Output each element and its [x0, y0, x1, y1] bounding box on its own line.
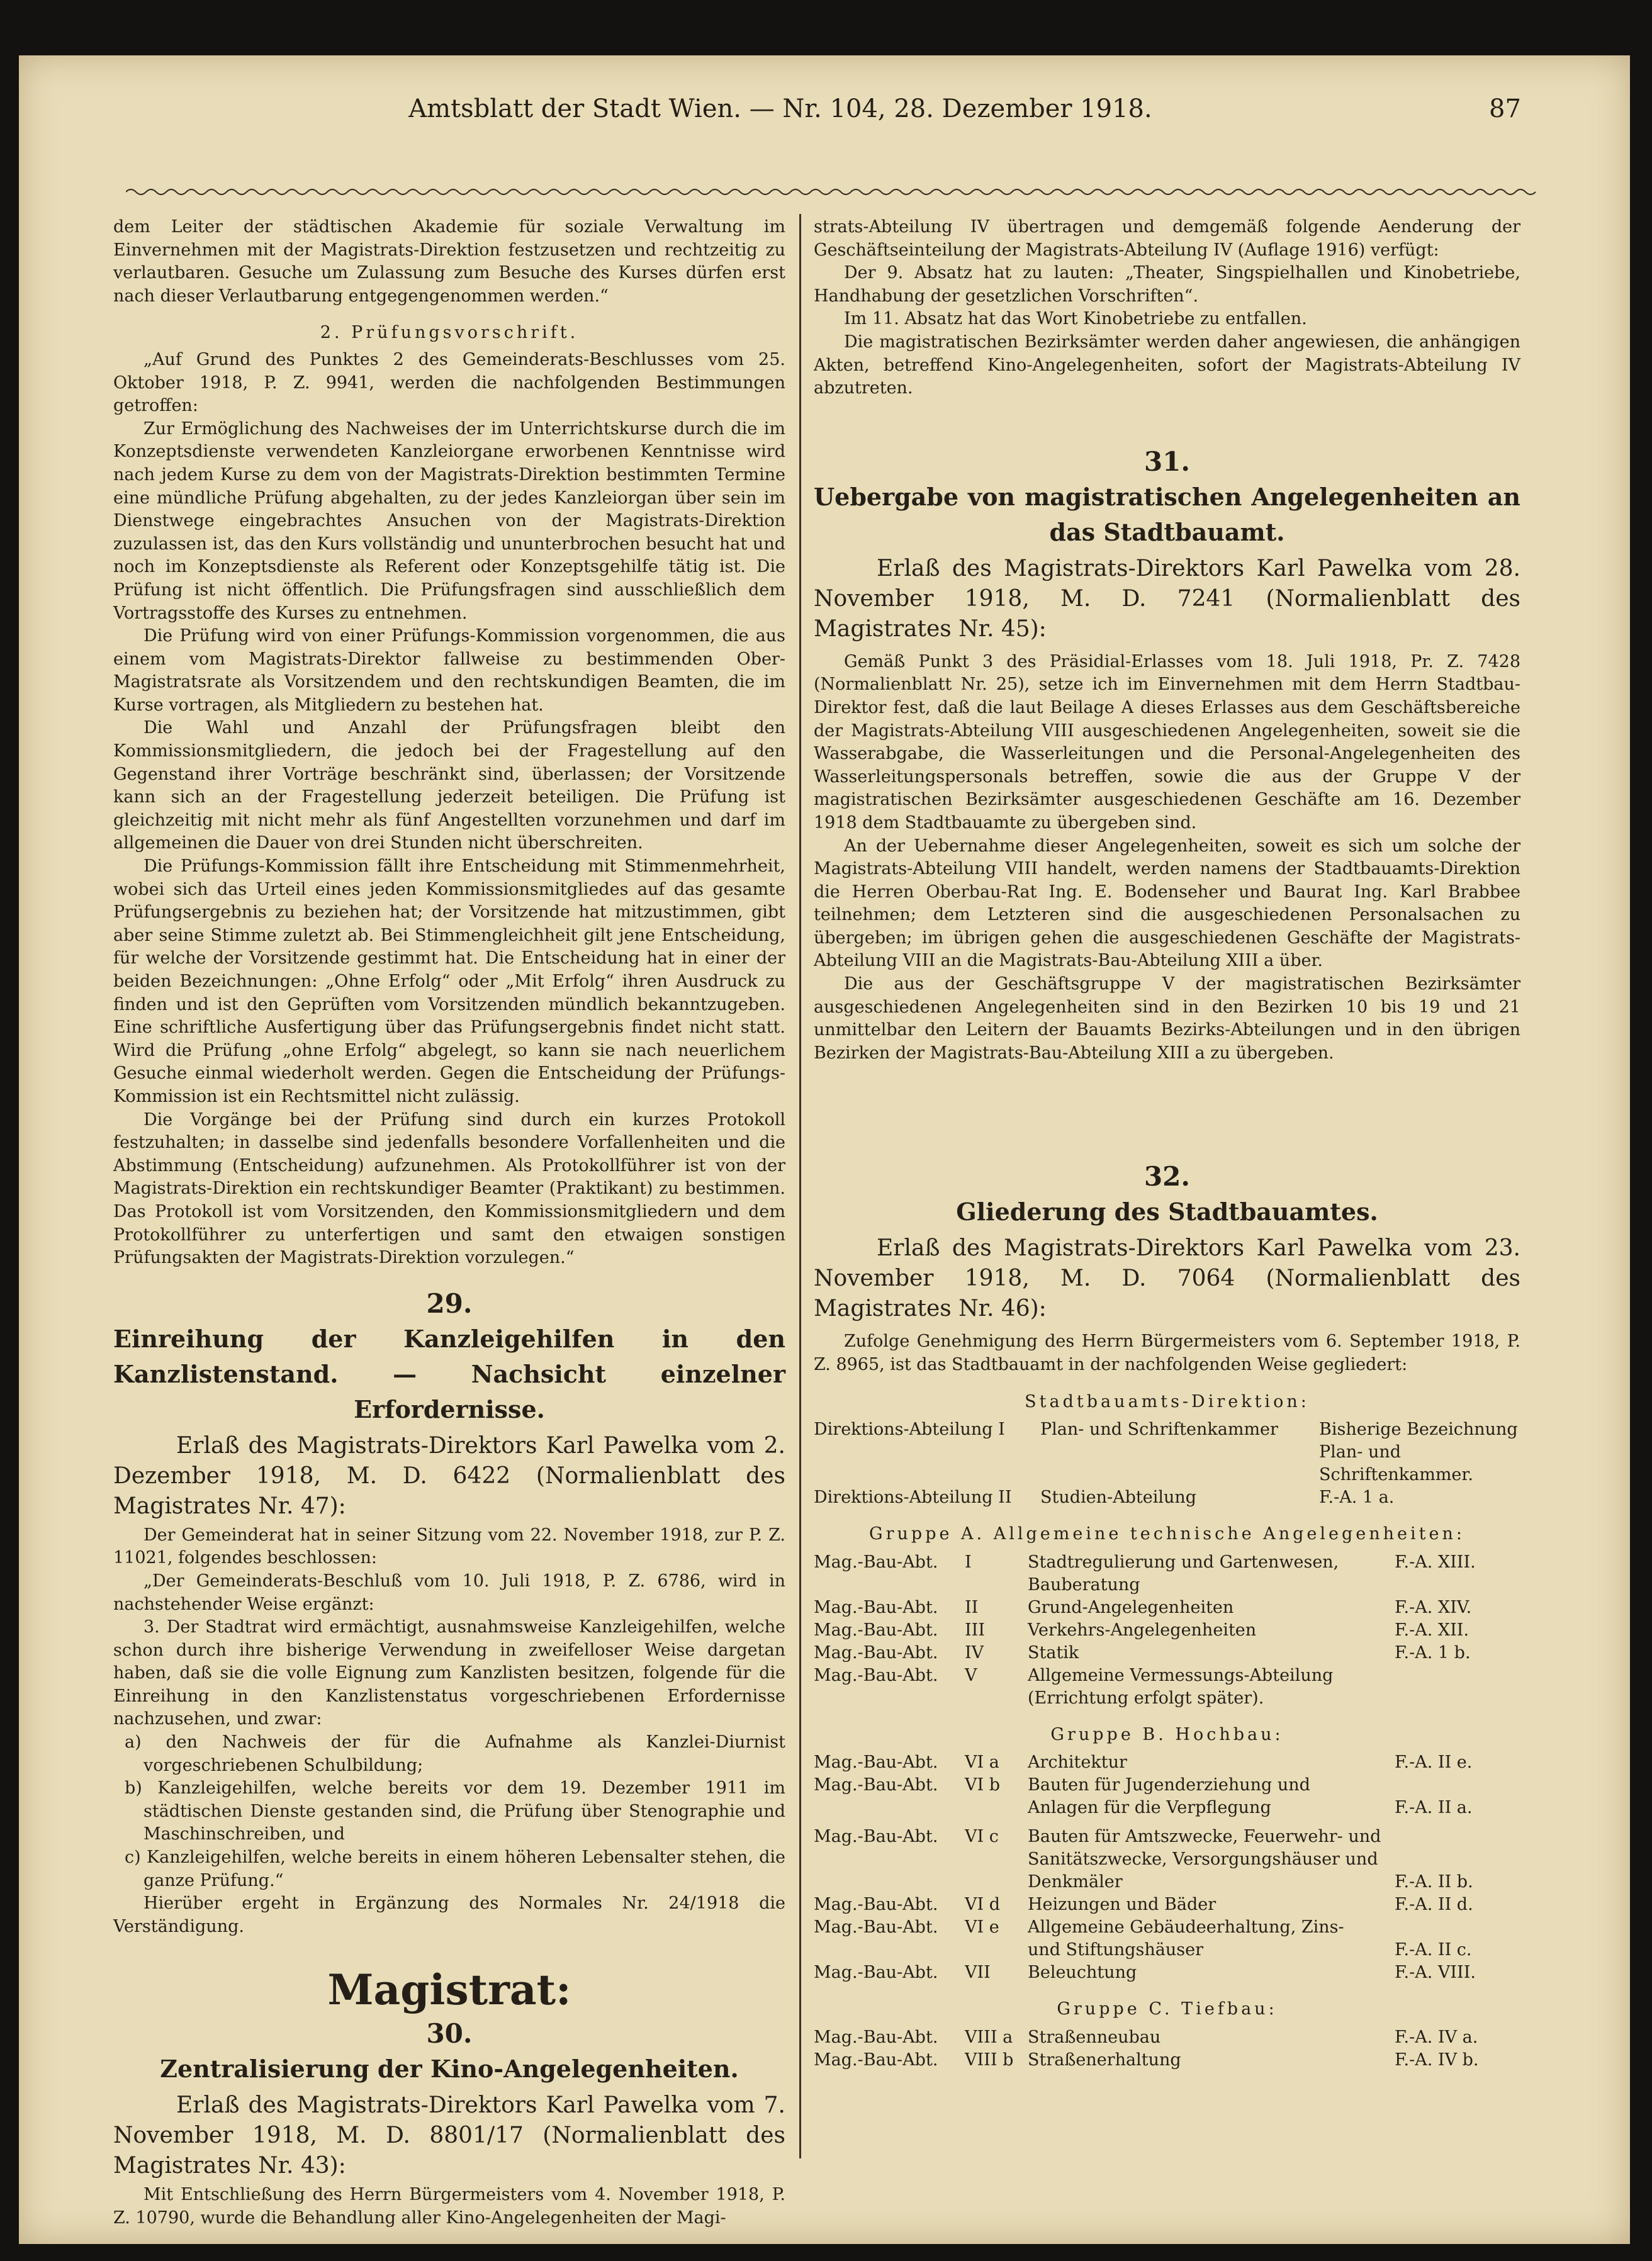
- paragraph: Die magistratischen Bezirksämter werden daher angewiesen, die anhängigen Akten, betreffend Kino-Angelegenheiten, sofort der Magistrats-Abteilung IV abzutreten.: [814, 332, 1520, 398]
- table-row: Mag.-Bau-Abt. VIII b Straßenerhaltung F.-A. IV b.: [814, 2050, 1479, 2070]
- paragraph: dem Leiter der städtischen Akademie für soziale Verwaltung im Einvernehmen mit der Magistrats-Direktion festzusetzen und rechtzeitig zu verlautbaren. Gesuche um Zulassung zum Besuche des Kurses dürfen erst nach dieser Verlautbarung entgegengenommen werden.“: [113, 217, 785, 306]
- decree-line: Erlaß des Magistrats-Direktors Karl Pawelka vom 28. November 1918, M. D. 7241 (Normalienblatt des Magistrates Nr. 45):: [814, 555, 1520, 642]
- table-row: Mag.-Bau-Abt. VI a Architektur F.-A. II e.: [814, 1753, 1473, 1773]
- decree-line: Erlaß des Magistrats-Direktors Karl Pawelka vom 23. November 1918, M. D. 7064 (Normalienblatt des Magistrates Nr. 46):: [814, 1235, 1520, 1322]
- section-number: 30.: [426, 2018, 473, 2050]
- section-number: 29.: [426, 1288, 473, 1319]
- ornamental-rule: [126, 186, 1539, 198]
- table-row: Mag.-Bau-Abt. VI e Allgemeine Gebäudeerhaltung, Zins- und Stiftungshäuser F.-A. II c.: [814, 1917, 1472, 1960]
- table-row: Mag.-Bau-Abt. VII Beleuchtung F.-A. VIII.: [814, 1963, 1476, 1983]
- section-title: Gliederung des Stadtbauamtes.: [956, 1198, 1378, 1226]
- list-item: c) Kanzleigehilfen, welche bereits in einem höheren Lebensalter stehen, die ganze Prüfung.“: [125, 1848, 785, 1890]
- running-head: Amtsblatt der Stadt Wien. — Nr. 104, 28. Dezember 1918.: [408, 94, 1152, 123]
- section-title: Zentralisierung der Kino-Angelegenheiten.: [160, 2055, 739, 2084]
- paragraph: Mit Entschließung des Herrn Bürgermeisters vom 4. November 1918, P. Z. 10790, wurde die Behandlung aller Kino-Angelegenheiten der Magi-: [113, 2185, 785, 2228]
- org-table-direktion: [814, 1418, 1520, 1509]
- table-row: Direktions-Abteilung I Plan- und Schriftenkammer Bisherige Bezeichnung Plan- und Schriftenkammer.: [814, 1420, 1518, 1485]
- table-row: Mag.-Bau-Abt. II Grund-Angelegenheiten F.-A. XIV.: [814, 1597, 1472, 1617]
- paragraph: Zufolge Genehmigung des Herrn Bürgermeisters vom 6. September 1918, P. Z. 8965, ist das Stadtbauamt in der nachfolgenden Weise gegliedert:: [814, 1332, 1520, 1375]
- table-row: Mag.-Bau-Abt. VI d Heizungen und Bäder F.-A. II d.: [814, 1895, 1473, 1915]
- paragraph: Die Wahl und Anzahl der Prüfungsfragen bleibt den Kommissionsmitgliedern, die jedoch bei der Fragestellung auf den Gegenstand ihrer Vorträge beschränkt sind, überlassen; der Vorsitzende kann sich an der Fragestellung jederzeit beteiligen. Die Prüfung ist gleichzeitig mit nicht mehr als fünf Angestellten vorzunehmen und darf im allgemeinen die Dauer von drei Stunden nicht überschreiten.: [113, 718, 785, 853]
- right-column: [814, 216, 1520, 2072]
- subheading: 2. Prüfungsvorschrift.: [320, 323, 579, 343]
- paragraph: Der 9. Absatz hat zu lauten: „Theater, Singspielhallen und Kinobetriebe, Handhabung der gesetzlichen Vorschriften“.: [814, 263, 1520, 306]
- section-number: 31.: [1143, 446, 1191, 477]
- table-row: Mag.-Bau-Abt. VIII a Straßenneubau F.-A. IV a.: [814, 2028, 1478, 2047]
- org-table-group-c: [814, 2026, 1520, 2072]
- paragraph: Hierüber ergeht in Ergänzung des Normales Nr. 24/1918 die Verständigung.: [113, 1894, 785, 1936]
- decree-line: Erlaß des Magistrats-Direktors Karl Pawelka vom 2. Dezember 1918, M. D. 6422 (Normalienblatt des Magistrates Nr. 47):: [113, 1432, 785, 1519]
- page-number: 87: [1489, 94, 1521, 123]
- section-number: 32.: [1143, 1161, 1191, 1192]
- section-title: Uebergabe von magistratischen Angelegenheiten an das Stadtbauamt.: [814, 482, 1520, 546]
- table-row: Mag.-Bau-Abt. IV Statik F.-A. 1 b.: [814, 1642, 1471, 1663]
- table-row: Mag.-Bau-Abt. I Stadtregulierung und Gartenwesen, Bauberatung F.-A. XIII.: [814, 1552, 1476, 1595]
- paragraph: An der Uebernahme dieser Angelegenheiten, soweit es sich um solche der Magistrats-Abteilung VIII handelt, werden namens der Stadtbauamts-Direktion die Herren Oberbau-Rat Ing. E. Bodenseher und Baurat Ing. Karl Brabbee teilnehmen; dem Letzteren sind die ausgeschiedenen Personalsachen zu übergeben; im übrigen gehen die ausgeschiedenen Geschäfte der Magistrats-Abteilung VIII an die Magistrats-Bau-Abteilung XIII a über.: [814, 836, 1520, 971]
- paragraph: Die aus der Geschäftsgruppe V der magistratischen Bezirksämter ausgeschiedenen Angelegenheiten sind in den Bezirken 10 bis 19 und 21 unmittelbar den Leitern der Bauamts Bezirks-Abteilungen und in den übrigen Bezirken der Magistrats-Bau-Abteilung XIII a zu übergeben.: [814, 974, 1520, 1063]
- column-rule: [799, 214, 801, 2158]
- list-item: b) Kanzleigehilfen, welche bereits vor dem 19. Dezember 1911 im städtischen Dienste gestanden sind, die Prüfung über Stenographie und Maschinschreiben, und: [125, 1778, 785, 1844]
- group-heading: Gruppe A. Allgemeine technische Angelegenheiten:: [869, 1524, 1465, 1544]
- section-title: Einreihung der Kanzleigehilfen in den Kanzlistenstand. — Nachsicht einzelner Erfordernisse.: [113, 1324, 785, 1423]
- magistrat-heading: Magistrat:: [327, 1965, 571, 2015]
- table-row: Mag.-Bau-Abt. VI c Bauten für Amtszwecke, Feuerwehr- und Sanitätszwecke, Versorgungshäuser und Denkmäler F.-A. II b.: [814, 1827, 1473, 1892]
- paragraph: „Auf Grund des Punktes 2 des Gemeinderats-Beschlusses vom 25. Oktober 1918, P. Z. 9941, werden die nachfolgenden Bestimmungen getroffen:: [113, 349, 785, 416]
- group-heading: Gruppe C. Tiefbau:: [1057, 1999, 1278, 2019]
- org-table-group-a: [814, 1551, 1520, 1710]
- paragraph: strats-Abteilung IV übertragen und demgemäß folgende Aenderung der Geschäftseinteilung der Magistrats-Abteilung IV (Auflage 1916) verfügt:: [814, 217, 1520, 260]
- paragraph: „Der Gemeinderats-Beschluß vom 10. Juli 1918, P. Z. 6786, wird in nachstehender Weise ergänzt:: [113, 1571, 785, 1614]
- paragraph: Die Vorgänge bei der Prüfung sind durch ein kurzes Protokoll festzuhalten; in dasselbe sind jedenfalls besondere Vorfallenheiten und die Abstimmung (Entscheidung) aufzunehmen. Als Protokollführer ist von der Magistrats-Direktion ein rechtskundiger Beamter (Praktikant) zu bestimmen. Das Protokoll ist vom Vorsitzenden, den Kommissionsmitgliedern und dem Protokollführer zu unterfertigen und samt den etwaigen sonstigen Prüfungsakten der Magistrats-Direktion vorzulegen.“: [113, 1109, 785, 1268]
- group-heading: Stadtbauamts-Direktion:: [1025, 1391, 1310, 1411]
- paragraph: Zur Ermöglichung des Nachweises der im Unterrichtskurse durch die im Konzeptsdienste verwendeten Kanzleiorgane erworbenen Kenntnisse wird nach jedem Kurse zu dem von der Magistrats-Direktion bestimmten Termine eine mündliche Prüfung abgehalten, zu der jedes Kanzleiorgan über sein im Dienstwege eingebrachtes Ansuchen von der Magistrats-Direktion zuzulassen ist, das den Kurs vollständig und ununterbrochen besucht hat und noch im Konzeptsdienste als Referent oder Konzeptsgehilfe tätig ist. Die Prüfung ist nicht öffentlich. Die Prüfungsfragen sind ausschließlich dem Vortragsstoffe des Kurses zu entnehmen.: [113, 418, 785, 623]
- left-column: [113, 216, 785, 2230]
- table-row: Mag.-Bau-Abt. V Allgemeine Vermessungs-Abteilung (Errichtung erfolgt später).: [814, 1665, 1334, 1708]
- paragraph: Im 11. Absatz hat das Wort Kinobetriebe zu entfallen.: [844, 309, 1307, 329]
- paragraph: Die Prüfung wird von einer Prüfungs-Kommission vorgenommen, die aus einem vom Magistrats-Direktor fallweise zu bestimmenden Ober-Magistratsrate als Vorsitzendem und den rechtskundigen Beamten, die im Kurse vortragen, als Mitgliedern zu bestehen hat.: [113, 626, 785, 715]
- list-item: a) den Nachweis der für die Aufnahme als Kanzlei-Diurnist vorgeschriebenen Schulbildung;: [125, 1732, 785, 1775]
- paragraph: Die Prüfungs-Kommission fällt ihre Entscheidung mit Stimmenmehrheit, wobei sich das Urteil eines jeden Kommissionsmitgliedes auf das gesamte Prüfungsergebnis zu beziehen hat; der Vorsitzende hat mitzustimmen, gibt aber seine Stimme zuletzt ab. Bei Stimmengleichheit gilt jene Entscheidung, für welche der Vorsitzende gestimmt hat. Die Entscheidung hat in einer der beiden Bezeichnungen: „Ohne Erfolg“ oder „Mit Erfolg“ ihren Ausdruck zu finden und ist den Geprüften vom Vorsitzenden mündlich bekanntzugeben. Eine schriftliche Ausfertigung über das Prüfungsergebnis findet nicht statt. Wird die Prüfung „ohne Erfolg“ abgelegt, so kann sie nach neuerlichem Gesuche einmal wiederholt werden. Gegen die Entscheidung der Prüfungs-Kommission ist ein Rechtsmittel nicht zulässig.: [113, 856, 785, 1106]
- paragraph: 3. Der Stadtrat wird ermächtigt, ausnahmsweise Kanzleigehilfen, welche schon durch ihre bisherige Verwendung in zweifelloser Weise dargetan haben, daß sie die volle Eignung zum Kanzlisten besitzen, folgende für die Einreihung in den Kanzlistenstatus vorgeschriebenen Erfordernisse nachzusehen, und zwar:: [113, 1617, 785, 1729]
- table-row: Direktions-Abteilung II Studien-Abteilung F.-A. 1 a.: [814, 1488, 1395, 1508]
- paragraph: Gemäß Punkt 3 des Präsidial-Erlasses vom 18. Juli 1918, Pr. Z. 7428 (Normalienblatt Nr. 25), setze ich im Einvernehmen mit dem Herrn Stadtbau-Direktor fest, daß die laut Beilage A dieses Erlasses aus dem Geschäftsbereiche der Magistrats-Abteilung VIII ausgeschiedenen Angelegenheiten, soweit sie die Wasserabgabe, die Wasserleitungen und die Personal-Angelegenheiten des Wasserleitungspersonals betreffen, sowie die aus der Gruppe V der magistratischen Bezirksämter ausgeschiedenen Geschäfte am 16. Dezember 1918 dem Stadtbauamte zu übergeben sind.: [814, 651, 1520, 833]
- decree-line: Erlaß des Magistrats-Direktors Karl Pawelka vom 7. November 1918, M. D. 8801/17 (Normalienblatt des Magistrates Nr. 43):: [113, 2092, 785, 2179]
- paragraph: Der Gemeinderat hat in seiner Sitzung vom 22. November 1918, zur P. Z. 11021, folgendes beschlossen:: [113, 1525, 785, 1568]
- org-table-group-b: [814, 1751, 1520, 1984]
- group-heading: Gruppe B. Hochbau:: [1050, 1724, 1284, 1744]
- table-row: Mag.-Bau-Abt. III Verkehrs-Angelegenheiten F.-A. XII.: [814, 1620, 1469, 1640]
- table-row: Mag.-Bau-Abt. VI b Bauten für Jugenderziehung und Anlagen für die Verpflegung F.-A. II a.: [814, 1775, 1473, 1818]
